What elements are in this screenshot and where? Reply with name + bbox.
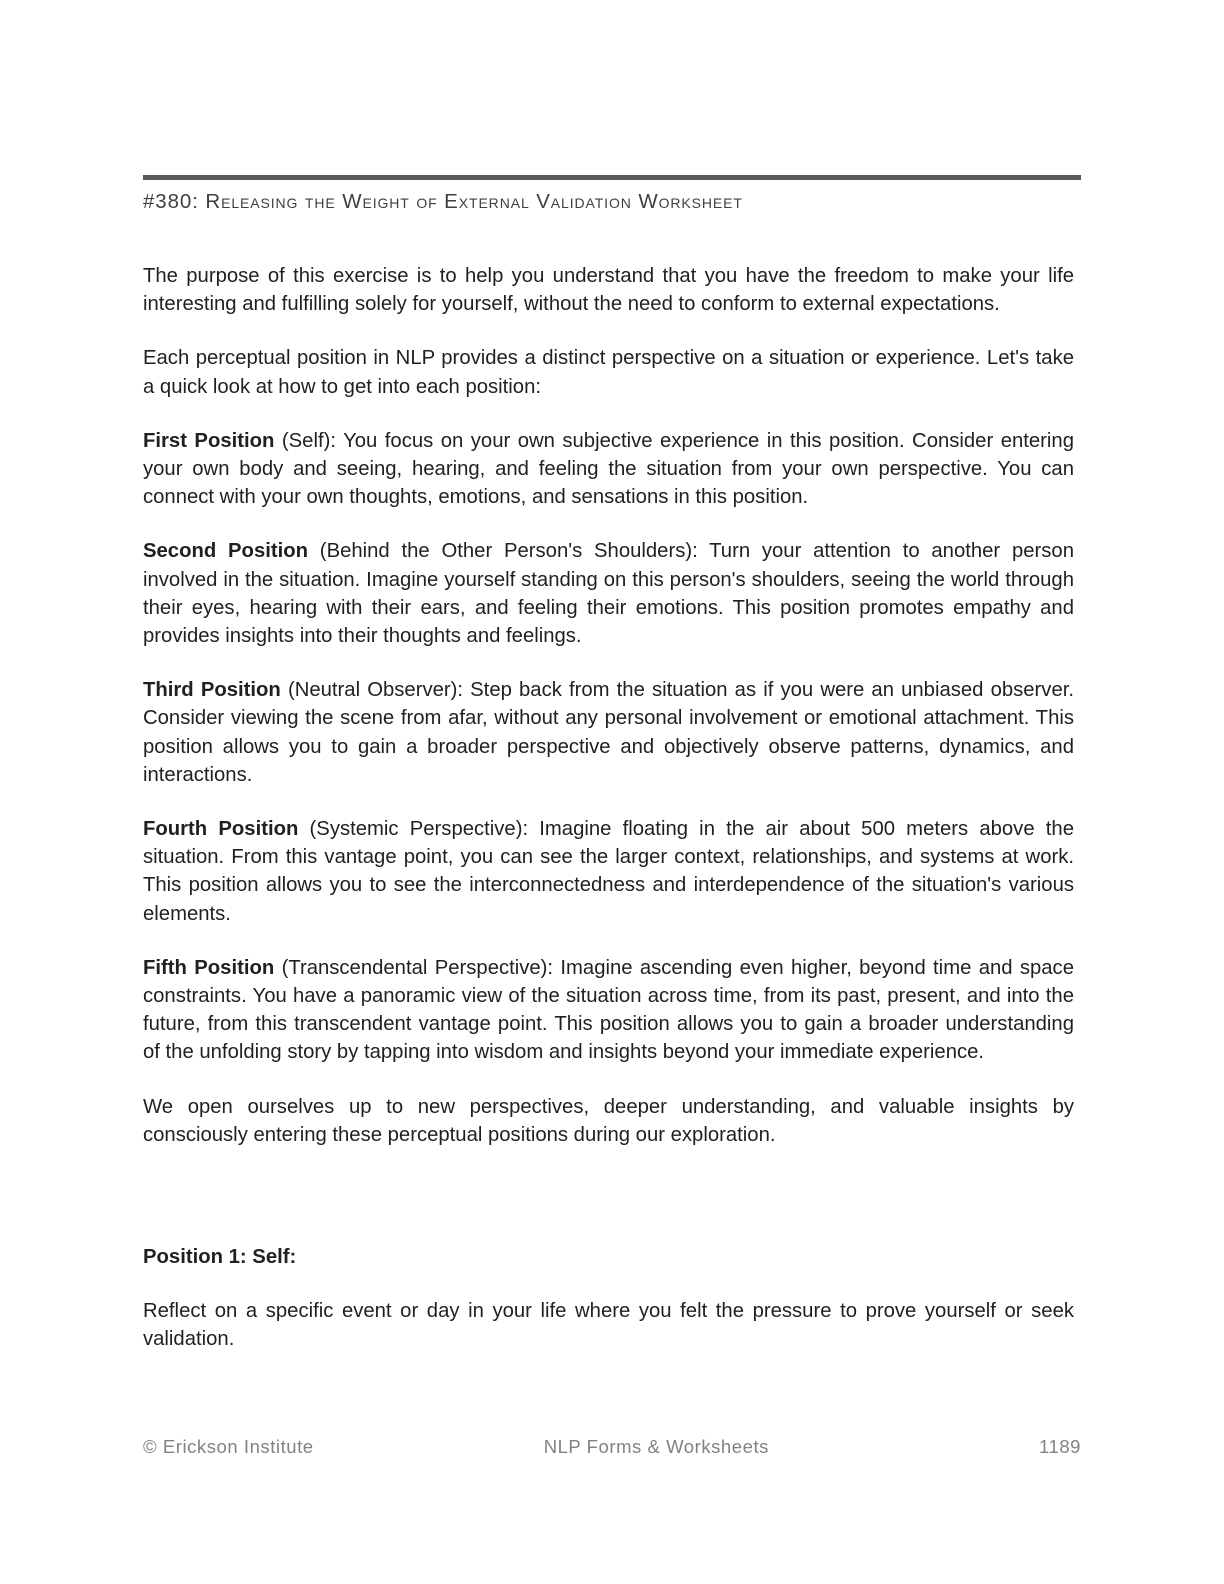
page-header — [143, 175, 1081, 214]
lead-label: Second Position — [143, 540, 309, 563]
lead-label: Fifth Position — [143, 956, 275, 979]
paragraph-text: (Self): You focus on your own subjective experience in this position. Consider entering your own body and seeing, hearing, and feeling the situation from your own perspective. You can connect with your own thoughts, emotions, and sensations in this position. — [143, 429, 1074, 509]
document-body — [143, 262, 1074, 1354]
paragraph-reflection-prompt — [143, 1297, 1074, 1353]
lead-label: Third Position — [143, 679, 281, 702]
lead-label: Fourth Position — [143, 818, 299, 841]
paragraph-text: The purpose of this exercise is to help you understand that you have the freedom to make your life interesting and fulfilling solely for yourself, without the need to conform to external expectations. — [143, 265, 1074, 316]
heading-spacer — [143, 1271, 1074, 1297]
paragraph-fourth-position — [143, 815, 1074, 928]
paragraph-intro — [143, 262, 1074, 318]
paragraph-text: We open ourselves up to new perspectives, deeper understanding, and valuable insights by consciously entering these perceptual positions during our exploration. — [143, 1095, 1074, 1146]
paragraph-text: Each perceptual position in NLP provides a distinct perspective on a situation or experience. Let's take a quick look at how to get into each position: — [143, 347, 1074, 398]
footer-page-number: 1189 — [1039, 1436, 1081, 1457]
paragraph-text: (Transcendental Perspective): Imagine ascending even higher, beyond time and space constraints. You have a panoramic view of the situation across time, from its past, present, and into the future, from this transcendent vantage point. This position allows you to gain a broader understanding of the unfolding story by tapping into wisdom and insights beyond your immediate experience. — [143, 956, 1074, 1064]
paragraph-overview — [143, 344, 1074, 400]
lead-label: First Position — [143, 429, 275, 452]
paragraph-third-position — [143, 676, 1074, 789]
paragraph-text: Reflect on a specific event or day in your life where you felt the pressure to prove yourself or seek validation. — [143, 1300, 1074, 1351]
page-title: #380: Releasing the Weight of External Validation Worksheet — [143, 190, 743, 213]
section-spacer — [143, 1175, 1074, 1243]
paragraph-first-position — [143, 427, 1074, 512]
paragraph-text: (Behind the Other Person's Shoulders): Turn your attention to another person involved in the situation. Imagine yourself standing on this person's shoulders, seeing the world through their eyes, hearing with their ears, and feeling their emotions. This position promotes empathy and provides insights into their thoughts and feelings. — [143, 540, 1074, 648]
footer-copyright: © Erickson Institute — [143, 1436, 314, 1457]
paragraph-text: (Systemic Perspective): Imagine floating in the air about 500 meters above the situation. From this vantage point, you can see the larger context, relationships, and systems at work. This position allows you to see the interconnectedness and interdependence of the situation's various elements. — [143, 818, 1074, 925]
header-rule — [143, 175, 1081, 180]
paragraph-closing — [143, 1093, 1074, 1149]
page-footer — [143, 1436, 1081, 1458]
paragraph-fifth-position — [143, 954, 1074, 1067]
paragraph-text: (Neutral Observer): Step back from the situation as if you were an unbiased observer. Consider viewing the scene from afar, without any personal involvement or emotional attachment. This position allows you to gain a broader perspective and objectively observe patterns, dynamics, and interactions. — [143, 679, 1074, 786]
section-heading-position-1: Position 1: Self: — [143, 1246, 297, 1269]
footer-collection-title: NLP Forms & Worksheets — [543, 1436, 769, 1457]
paragraph-second-position — [143, 537, 1074, 650]
